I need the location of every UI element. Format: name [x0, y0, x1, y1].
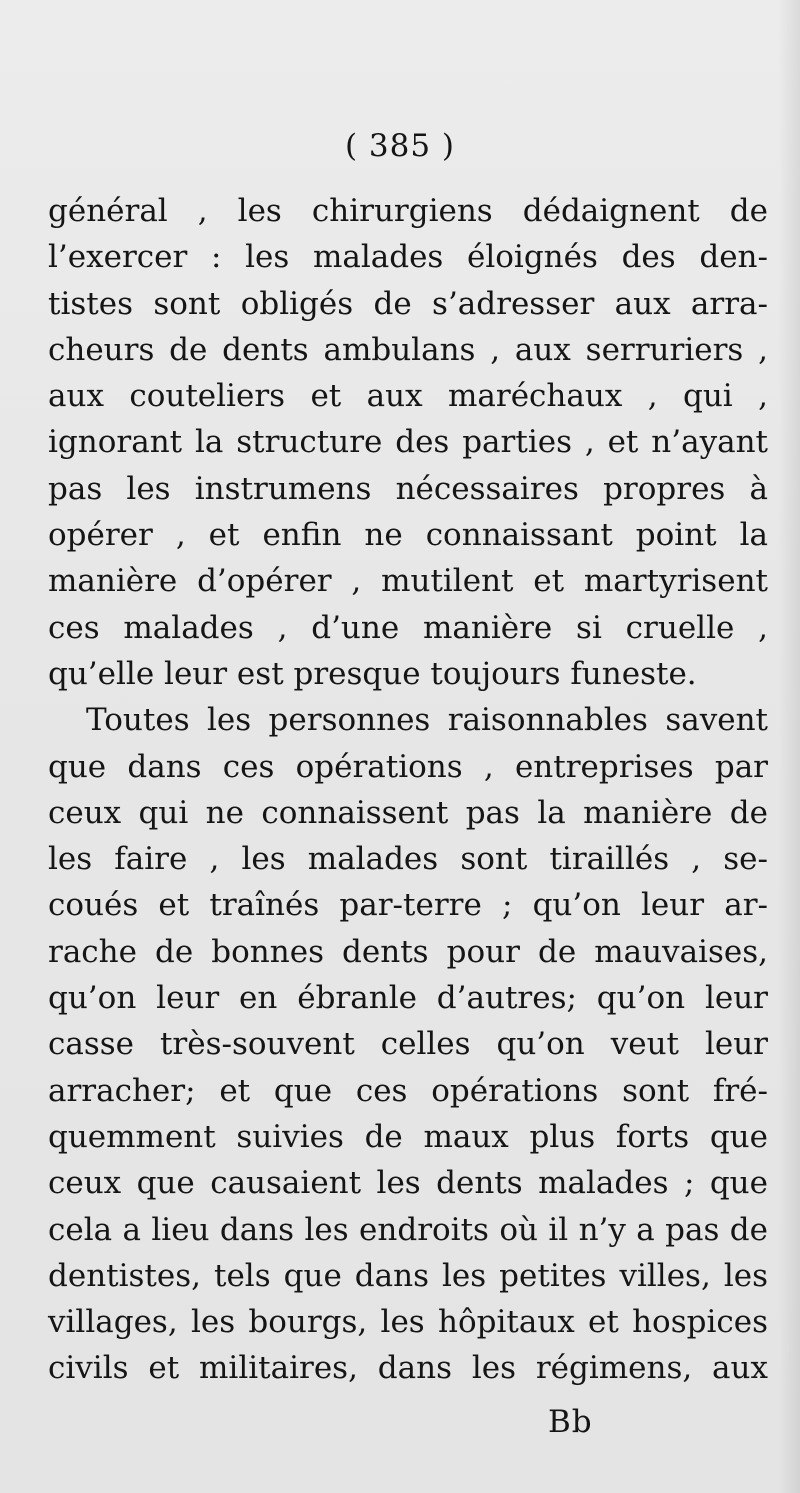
text-line: manière d’opérer , mutilent et martyrisent: [48, 563, 768, 600]
text-line: ceux que causaient les dents malades ; que: [48, 1165, 768, 1202]
text-line: aux couteliers et aux maréchaux , qui ,: [48, 378, 768, 415]
text-line: arracher; et que ces opérations sont fré-: [48, 1072, 768, 1109]
text-line: ignorant la structure des parties , et n’ayant: [48, 424, 768, 461]
text-line: casse très-souvent celles qu’on veut leur: [48, 1026, 768, 1063]
text-line: rache de bonnes dents pour de mauvaises,: [48, 933, 768, 970]
text-line: cela a lieu dans les endroits où il n’y a pas de: [48, 1211, 768, 1248]
text-line: qu’on leur en ébranle d’autres; qu’on leur: [48, 980, 768, 1017]
text-line: que dans ces opérations , entreprises par: [48, 748, 768, 785]
paragraph-end-line: qu’elle leur est presque toujours funeste.: [48, 655, 697, 692]
signature-mark: Bb: [548, 1404, 593, 1440]
text-line: l’exercer : les malades éloignés des den-: [48, 239, 768, 276]
text-line: ceux qui ne connaissent pas la manière de: [48, 794, 768, 831]
text-line: coués et traînés par-terre ; qu’on leur ar-: [48, 887, 768, 924]
text-line: quemment suivies de maux plus forts que: [48, 1118, 768, 1155]
text-line: cheurs de dents ambulans , aux serruriers ,: [48, 331, 768, 368]
text-line: pas les instrumens nécessaires propres à: [48, 470, 768, 507]
text-line: dentistes, tels que dans les petites villes, les: [48, 1257, 768, 1294]
text-line: les faire , les malades sont tiraillés , se-: [48, 841, 768, 878]
text-line: général , les chirurgiens dédaignent de: [48, 193, 768, 229]
text-line: opérer , et enfin ne connaissant point la: [48, 517, 768, 554]
text-line: villages, les bourgs, les hôpitaux et hospices: [48, 1304, 768, 1341]
text-line: tistes sont obligés de s’adresser aux arra-: [48, 285, 768, 322]
body-text: [48, 188, 768, 1392]
text-line: ces malades , d’une manière si cruelle ,: [48, 609, 768, 646]
page-edge-shadow: [778, 0, 800, 1493]
text-line: civils et militaires, dans les régimens, aux: [48, 1350, 768, 1387]
page-number: ( 385 ): [344, 128, 456, 164]
paragraph-start-line: Toutes les personnes raisonnables savent: [86, 702, 768, 739]
